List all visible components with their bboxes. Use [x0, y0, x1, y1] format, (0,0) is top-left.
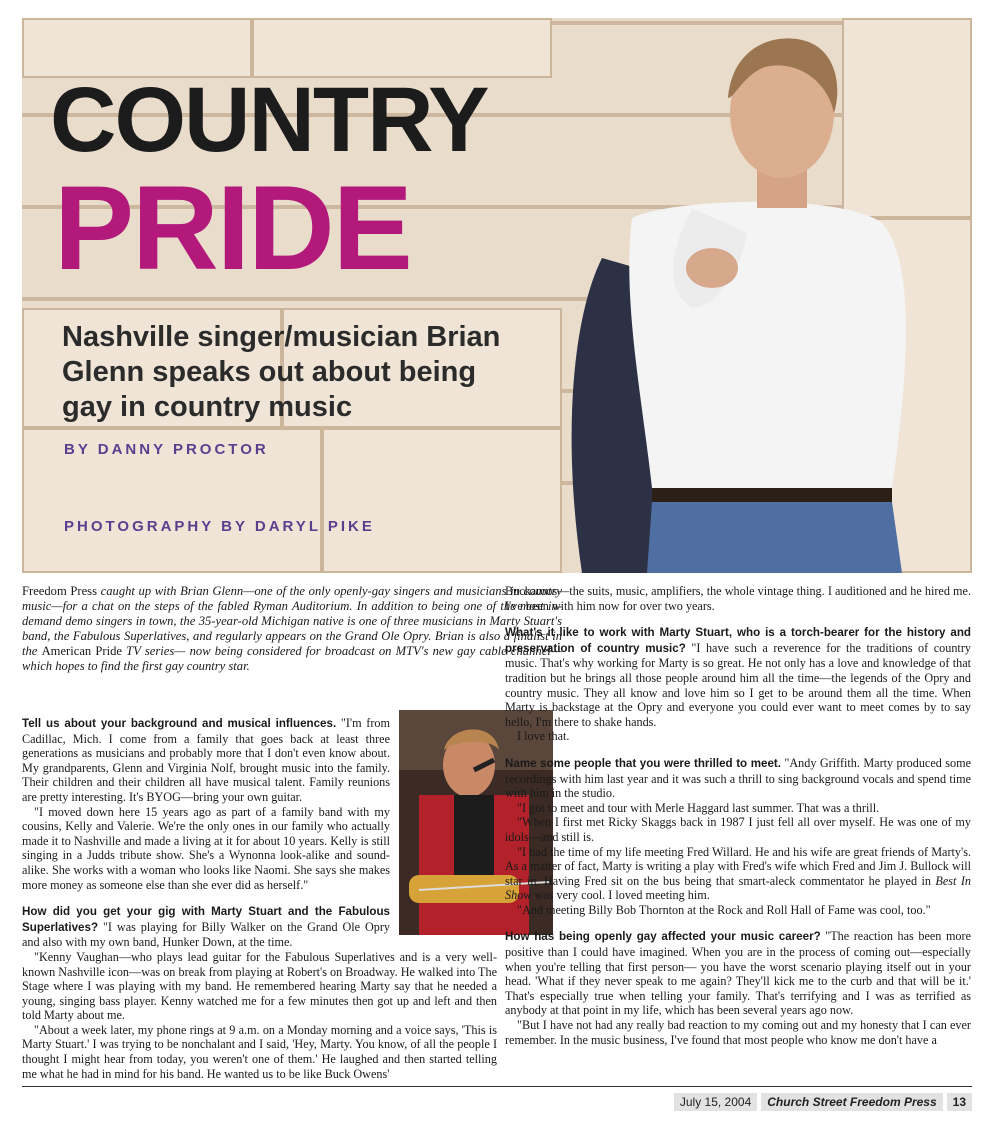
answer-thrilled-p4-a: "I had the time of my life meeting Fred Willard. He and his wife are great friends of Marty's. As a matter of fact, Marty is writing a play with Fred's wife which Fred and Jim J. Bullock will star in. Having Fred sit on the bus being that smart-aleck commentator he played in — [505, 844, 971, 888]
footer-page-number: 13 — [947, 1093, 972, 1111]
answer-marty-p1: "I have such a reverence for the traditions of country music. That's why working for Marty is so great. He not only has a love and knowledge of that tradition but he brings all those people around him all the time—the legends of the Opry and country music. They all know and love him so I get to be around them all the time. When Marty is backstage at the Opry and everyone you could ever want to meet comes by to say hello, I'm there to shake hands. — [505, 640, 971, 729]
answer-gig-p2: "Kenny Vaughan—who plays lead guitar for the Fabulous Superlatives and is a very well-known Nashville icon—was on break from playing at Robert's on Broadway. He walked into The Stage where I was playing with my band. He remembered hearing Marty say that he needed a young, singing bass player. Kenny watched me for a few minutes then got up and left and then told Marty about me. — [22, 949, 497, 1023]
intro-text: caught up with Brian Glenn—one of the only openly-gay singers and musicians in country music—for a chat on the steps of the fabled Ryman Auditorium. In addition to being one of the most in-demand demo singers in town, the 35-year-old Michigan native is one of three musicians in Marty Stuart's band, the Fabulous Superlatives, and regularly appears on the Grand Ole Opry. Brian is also a finalist in the — [22, 584, 562, 658]
question-thrilled: Name some people that you were thrilled to meet. — [505, 756, 781, 770]
question-marty: What's it like to work with Marty Stuart, who is a torch-bearer for the history and preservation of country music? — [505, 626, 971, 655]
title-pride: PRIDE — [54, 161, 411, 295]
answer-thrilled-p3: "When I first met Ricky Skaggs back in 1987 I just fell all over myself. He was one of my idols—and still is. — [505, 815, 971, 844]
answer-openly-gay-p1: "The reaction has been more positive than I could have imagined. When you are in the process of coming out—especially when you're telling that first person— you have the worst scenario playing itself out in your head. 'What if they never speak to me again? They'll kick me to the curb and that will be it.' That's especially true when telling your family. That's terrifying and I was as terrified as anybody at that point in my life, which has been several years ago now. — [505, 929, 971, 1018]
answer-gig-p3: "About a week later, my phone rings at 9 a.m. on a Monday morning and a voice says, 'This is Marty Stuart.' I was trying to be nonchalant and I said, 'Hey, Marty. You know, of all the people I thought I might hear from today, you weren't one of them.' He laughed and then started telling me what he had in mind for his band. He wanted us to be like Buck Owens' — [22, 1022, 497, 1081]
answer-thrilled-p4 — [505, 845, 971, 903]
answer-background — [22, 716, 390, 892]
question-openly-gay: How has being openly gay affected your music career? — [505, 930, 821, 944]
subtitle: Nashville singer/musician Brian Glenn speaks out about being gay in country music — [62, 321, 501, 423]
byline: BY DANNY PROCTOR — [64, 441, 269, 458]
answer-gig — [22, 904, 390, 950]
right-column — [505, 584, 971, 1047]
footer-rule — [22, 1086, 972, 1087]
movie-title: Best In Show — [505, 873, 971, 903]
question-background: Tell us about your background and musical influences. — [22, 717, 337, 730]
photo-credit: PHOTOGRAPHY BY DARYL PIKE — [64, 518, 375, 535]
intro-show-name: American Pride — [41, 644, 122, 658]
intro-lead-name: Freedom Press — [22, 584, 97, 598]
answer-background-p2: "I moved down here 15 years ago as part of a family band with my cousins, Kelly and Valerie. We're the only ones in our family who actually made it to Nashville and made a living at it for about 10 years. Kelly is still singing in a Judds tribute show. She's a Wynonna look-alike and sound-alike. She works with a woman who looks like Naomi. She says she makes more money as someone else than she ever did as herself." — [22, 804, 390, 892]
footer-date: July 15, 2004 — [674, 1093, 757, 1111]
stone-block — [322, 428, 562, 573]
man-photo — [542, 18, 972, 573]
footer-publication: Church Street Freedom Press — [761, 1093, 942, 1111]
intro-text-2: TV series— now being considered for broadcast on MTV's new gay cable channel—which hopes to find the first gay country star. — [22, 644, 562, 673]
answer-gig-cont — [22, 950, 497, 1081]
answer-thrilled-p1: "Andy Griffith. Marty produced some recordings with him last year and it was such a thrill to sing background vocals and spend time with him in the studio. — [505, 755, 971, 801]
answer-thrilled-p2: "I got to meet and tour with Merle Haggard last summer. That was a thrill. — [517, 800, 880, 815]
answer-background-p1: "I'm from Cadillac, Mich. I come from a family that goes back at least three generations as musicians and probably more that I don't even know about. My grandparents, Glenn and Virginia Nolf, brought music into the family. Their children and their children all have musical talent. Family reunions are pretty interesting. It's BYOG—bring your own guitar. — [22, 716, 390, 804]
answer-marty-p2: I love that. — [517, 729, 570, 744]
answer-thrilled-p4-b: was very cool. I loved meeting him. — [531, 888, 710, 903]
answer-gig-p1: "I was playing for Billy Walker on the Grand Ole Opry and also with my own band, Hunker Down, at the time. — [22, 919, 390, 950]
left-column — [22, 716, 562, 1081]
title-country: COUNTRY — [50, 69, 488, 171]
answer-openly-gay-p2: "But I have not had any really bad reaction to my coming out and my honesty that I can ever remember. In the music business, I've found that most people who know me don't have a — [505, 1018, 971, 1047]
intro-paragraph — [22, 584, 562, 674]
right-continuation: Buckaroos—the suits, music, amplifiers, the whole vintage thing. I auditioned and he hired me. I've been with him now for over two years. — [505, 584, 971, 613]
footer — [674, 1092, 972, 1112]
answer-thrilled-p5: "And meeting Billy Bob Thornton at the Rock and Roll Hall of Fame was cool, too." — [517, 902, 931, 917]
hero-image — [22, 18, 972, 573]
question-gig: How did you get your gig with Marty Stuart and the Fabulous Superlatives? — [22, 905, 390, 934]
